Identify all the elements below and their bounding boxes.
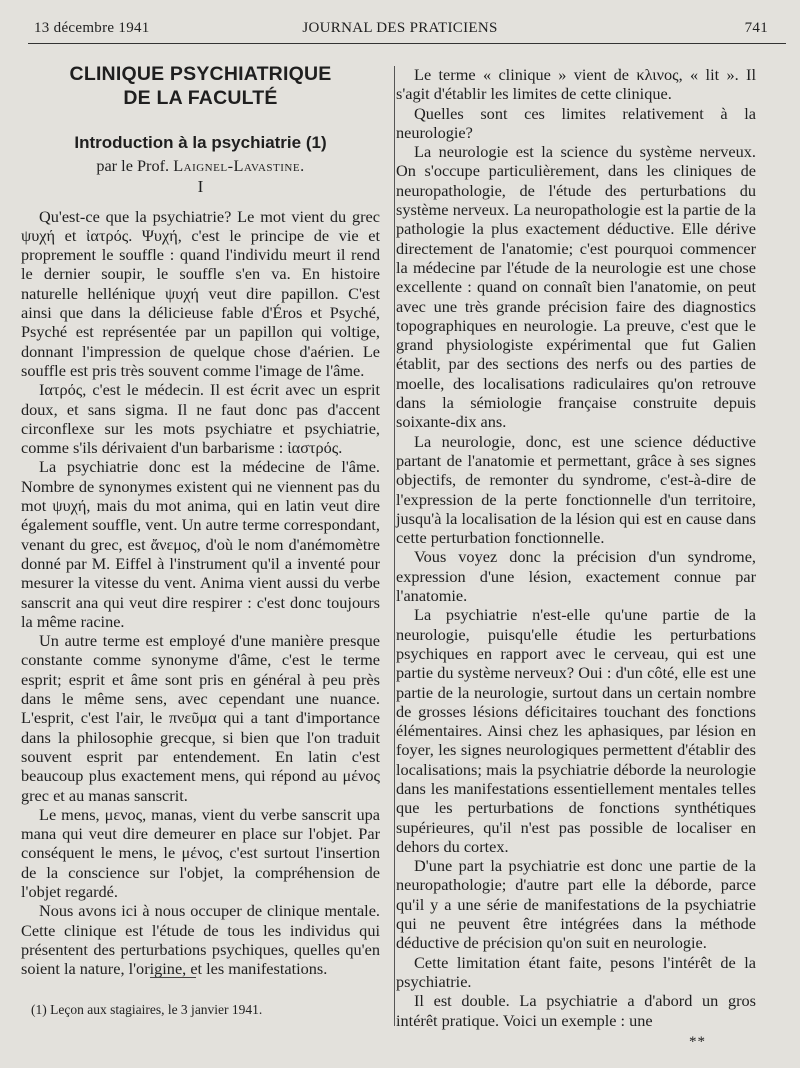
paragraph: La neurologie, donc, est une science déductive partant de l'anatomie et permettant, grâce à ses signes objectifs, de remonter du syndrome, c'est-à-dire de l'expression de la perte fonctionnelle d'un territoire, jusqu'à la localisation de la lésion qui est en cause dans cette perturbation fonctionnelle. xyxy=(396,431,756,548)
author-name: Laignel-Lavastine. xyxy=(173,156,305,175)
paragraph: Qu'est-ce que la psychiatrie? Le mot vient du grec ψυχή et ἰατρός. Ψυχή, c'est le principe de vie et proprement le souffle : quand l'individu meurt il rend le dernier soupir, le souffle s'en va. En histoire naturelle hellénique ψυχή veut dire papillon. C'est ainsi que dans la délicieuse fable d'Éros et Psyché, Psyché est représentée par un papillon qui voltige, donnant l'impression de quelque chose d'aérien. Le souffle est pris très souvent comme l'image de l'âme. xyxy=(21,206,380,380)
footnote-rule xyxy=(150,977,196,978)
paragraph: Il est double. La psychiatrie a d'abord un gros intérêt pratique. Voici un exemple : une xyxy=(396,991,756,1030)
paragraph: La psychiatrie donc est la médecine de l'âme. Nombre de synonymes existent qui ne viennent pas du mot ψυχή, mais du mot anima, qui en latin veut dire également souffle, vent. Un autre terme correspondant, venant du grec, est ἄνεμος, d'où le nom d'anémomètre donné par M. Eiffel à l'instrument qu'il a inventé pour mesurer la vitesse du vent. Anima vient aussi du verbe sanscrit ana qui veut dire respirer : c'est donc toujours la même racine. xyxy=(21,457,380,631)
byline xyxy=(21,156,380,175)
left-column xyxy=(21,62,380,978)
journal-title: JOURNAL DES PRATICIENS xyxy=(302,20,498,36)
article-title-line-2: DE LA FACULTÉ xyxy=(123,87,278,109)
article-title xyxy=(21,62,380,110)
running-header xyxy=(32,18,768,40)
paragraph: Le mens, μενος, manas, vient du verbe sanscrit upa mana qui veut dire demeurer en place sur l'objet. Par conséquent le mens, le μένος, c'est surtout l'insertion de la conscience sur l'objet, la compréhension de l'objet regardé. xyxy=(21,804,380,901)
paragraph: Quelles sont ces limites relativement à la neurologie? xyxy=(396,103,756,142)
paragraph: Vous voyez donc la précision d'un syndrome, expression d'une lésion, exactement connue par l'anatomie. xyxy=(396,547,756,606)
footnote: (1) Leçon aux stagiaires, le 3 janvier 1941. xyxy=(31,1002,263,1017)
section-number: I xyxy=(197,177,204,197)
paragraph: Cette limitation étant faite, pesons l'intérêt de la psychiatrie. xyxy=(396,952,756,991)
paragraph: D'une part la psychiatrie est donc une partie de la neuropathologie; d'autre part elle la déborde, parce qu'il y a une série de manifestations de la psychiatrie qui ne peuvent être intégrées dans la méthode déductive de précision qu'on suit en neurologie. xyxy=(396,856,756,953)
header-rule xyxy=(28,43,786,44)
byline-prefix: par le Prof. xyxy=(96,156,170,175)
issue-date: 13 décembre 1941 xyxy=(34,20,150,36)
paragraph: Un autre terme est employé d'une manière presque constante comme synonyme d'âme, c'est le terme esprit; esprit et âme sont pris en général à peu près dans le même sens, avec cependant une nuance. L'esprit, c'est l'air, le πνεῦμα qui a tant d'importance dans la philosophie grecque, si bien que l'on traduit souvent esprit par entendement. En latin c'est beaucoup plus exactement mens, qui répond au μένος grec et au manas sanscrit. xyxy=(21,631,380,805)
right-column xyxy=(396,65,756,1030)
paragraph: Ιατρός, c'est le médecin. Il est écrit avec un esprit doux, et sans sigma. Il ne faut donc pas d'accent circonflexe sur les mots psychiatre et psychiatrie, comme s'ils dérivaient d'un barbarisme : ἰαστρός. xyxy=(21,380,380,458)
paragraph: Nous avons ici à nous occuper de clinique mentale. Cette clinique est l'étude de tous les individus qui présentent des perturbations psychiques, quelles qu'en soient la nature, l'origine, et les manifestations. xyxy=(21,901,380,979)
printer-mark: ** xyxy=(689,1034,706,1050)
column-divider xyxy=(394,66,395,1026)
page-number: 741 xyxy=(744,20,768,36)
paragraph: La psychiatrie n'est-elle qu'une partie de la neurologie, puisqu'elle étudie les perturbations psychiques en rapport avec le cerveau, qui est une partie du système nerveux? Oui : d'un côté, elle est une partie de la neurologie, surtout dans un certain nombre de grosses lésions déficitaires touchant des fonctions élémentaires. Ainsi chez les aphasiques, par lésion en foyer, les signes neurologiques permettent d'établir des localisations; mais la psychiatrie déborde la neurologie dans les manifestations essentiellement mentales telles que les perturbations de fonctions synthétiques supérieures, qu'il n'est pas possible de localiser en dehors du cortex. xyxy=(396,605,756,856)
article-subtitle: Introduction à la psychiatrie (1) xyxy=(74,133,327,152)
article-title-line-1: CLINIQUE PSYCHIATRIQUE xyxy=(69,63,332,85)
paragraph: Le terme « clinique » vient de κλινος, « lit ». Il s'agit d'établir les limites de cette clinique. xyxy=(396,65,756,104)
paragraph: La neurologie est la science du système nerveux. On s'occupe particulièrement, dans les cliniques de neuropathologie, de l'étude des perturbations du système nerveux. La neuropathologie est la partie de la pathologie la plus exactement déductive. Elle dérive directement de l'anatomie; c'est pourquoi commencer la médecine par l'étude de la neurologie est une chose excellente : quand on connaît bien l'anatomie, on peut avec une très grande précision faire des diagnostics topographiques en neurologie. La preuve, c'est que le grand physiologiste expérimental que fut Galien établit, par des sections des nerfs ou des parties de moelle, des localisations radiculaires qu'on retrouve dans la sémiologie française construite depuis soixante-dix ans. xyxy=(396,142,756,432)
